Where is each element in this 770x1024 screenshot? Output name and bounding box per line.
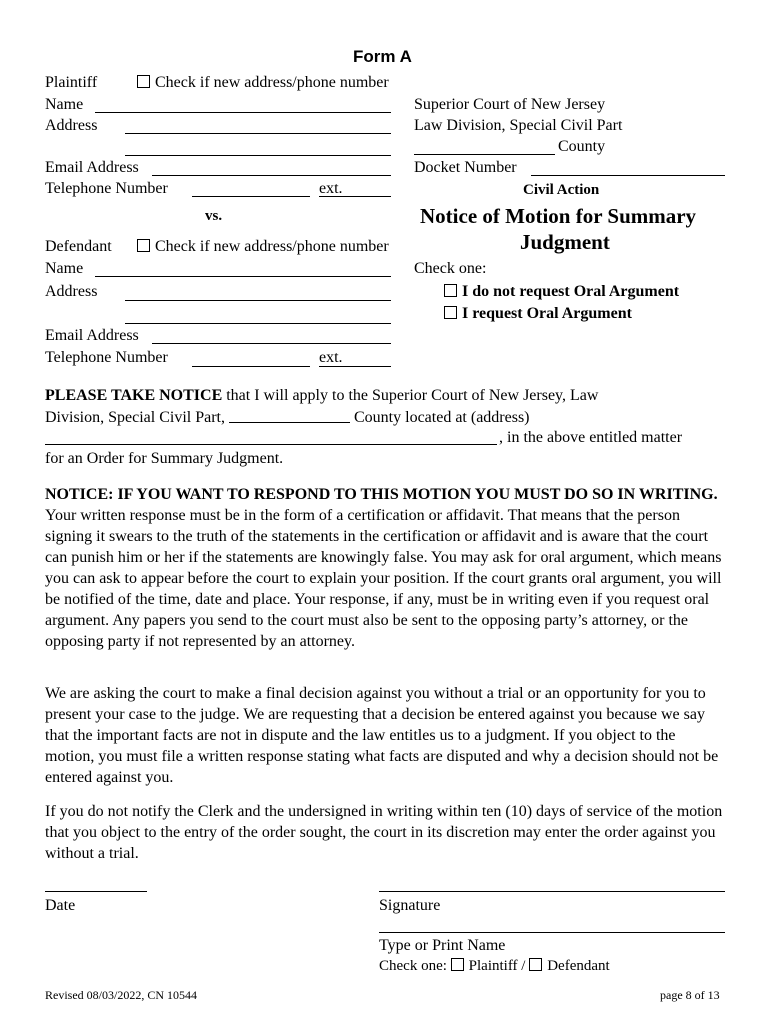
date-label: Date <box>45 897 76 914</box>
civil-action-label: Civil Action <box>523 182 600 198</box>
docket-number-field[interactable] <box>531 175 725 176</box>
defendant-new-address-option[interactable] <box>137 238 389 256</box>
notice-line-2-a: Division, Special Civil Part, <box>45 409 229 426</box>
plaintiff-new-address-option[interactable] <box>137 74 389 92</box>
signer-defendant-checkbox[interactable] <box>529 958 542 971</box>
plaintiff-name-label: Name <box>45 96 84 113</box>
oral-argument-checkbox[interactable] <box>444 306 457 319</box>
defendant-email-field[interactable] <box>152 343 391 344</box>
printed-name-label: Type or Print Name <box>379 937 506 954</box>
no-oral-argument-checkbox[interactable] <box>444 284 457 297</box>
revision-note: Revised 08/03/2022, CN 10544 <box>45 988 197 1002</box>
oral-argument-option[interactable] <box>444 305 632 323</box>
signer-plaintiff-label: Plaintiff <box>468 958 518 974</box>
defendant-heading: Defendant <box>45 238 112 255</box>
defendant-address-field-2[interactable] <box>125 323 391 324</box>
docket-label: Docket Number <box>414 159 517 176</box>
plaintiff-phone-field[interactable] <box>192 196 310 197</box>
court-name: Superior Court of New Jersey <box>414 96 606 113</box>
objection-deadline-paragraph: If you do not notify the Clerk and the undersigned in writing within ten (10) days of service of the motion that you object to the entry of the order sought, the court in its discretion may enter the order against you without a trial. <box>45 803 723 862</box>
oral-argument-label: I request Oral Argument <box>462 305 632 322</box>
plaintiff-address-field-1[interactable] <box>125 133 391 134</box>
notice-line-1 <box>45 387 598 405</box>
signer-role-choice <box>379 958 610 975</box>
notice-line-2 <box>45 408 530 427</box>
defendant-ext-field[interactable] <box>319 366 391 367</box>
versus-label: vs. <box>205 208 223 224</box>
signature-field[interactable] <box>379 891 725 892</box>
defendant-address-label: Address <box>45 283 98 300</box>
final-decision-paragraph: We are asking the court to make a final decision against you without a trial or an opportunity for you to present your case to the judge. We are requesting that a decision be entered against you because we say that the important facts are not in dispute and the law entitles us to a judgment. If you object to the motion, you must file a written response stating what facts are disputed and why a decision should not be entered against you. <box>45 685 719 786</box>
plaintiff-ext-field[interactable] <box>319 196 391 197</box>
notice-line-3: , in the above entitled matter <box>499 429 683 446</box>
defendant-address-field-1[interactable] <box>125 300 391 301</box>
defendant-phone-label: Telephone Number <box>45 349 168 366</box>
signer-role-separator: / <box>521 958 526 974</box>
no-oral-argument-option[interactable] <box>444 283 679 301</box>
notice-lead: PLEASE TAKE NOTICE <box>45 387 223 404</box>
page-number: page 8 of 13 <box>660 988 720 1002</box>
defendant-name-label: Name <box>45 260 84 277</box>
plaintiff-new-address-label: Check if new address/phone number <box>155 74 389 91</box>
notice-line-1-text: that I will apply to the Superior Court of New Jersey, Law <box>222 387 599 404</box>
plaintiff-heading: Plaintiff <box>45 74 98 91</box>
notice-county-field[interactable] <box>229 408 350 423</box>
defendant-phone-field[interactable] <box>192 366 310 367</box>
notice-title-line-2: Judgment <box>520 230 610 254</box>
response-notice-paragraph <box>45 484 725 652</box>
plaintiff-name-field[interactable] <box>95 112 391 113</box>
plaintiff-address-label: Address <box>45 117 98 134</box>
date-field[interactable] <box>45 891 147 892</box>
court-division: Law Division, Special Civil Part <box>414 117 623 134</box>
response-notice-lead: NOTICE: IF YOU WANT TO RESPOND TO THIS MOTION YOU MUST DO SO IN WRITING. <box>45 486 718 503</box>
county-label: County <box>558 138 606 155</box>
plaintiff-address-field-2[interactable] <box>125 155 391 156</box>
defendant-new-address-label: Check if new address/phone number <box>155 238 389 255</box>
form-title: Form A <box>353 47 412 66</box>
notice-title-line-1: Notice of Motion for Summary <box>420 204 697 228</box>
plaintiff-phone-label: Telephone Number <box>45 180 168 197</box>
plaintiff-email-field[interactable] <box>152 175 391 176</box>
signer-defendant-label: Defendant <box>547 958 610 974</box>
oral-argument-check-one: Check one: <box>414 260 487 277</box>
no-oral-argument-label: I do not request Oral Argument <box>462 283 680 300</box>
signature-label: Signature <box>379 897 441 914</box>
plaintiff-new-address-checkbox[interactable] <box>137 75 150 88</box>
signer-role-check-one: Check one: <box>379 958 447 974</box>
county-field[interactable] <box>414 154 555 155</box>
plaintiff-ext-label: ext. <box>319 180 343 197</box>
notice-address-field[interactable] <box>45 444 497 445</box>
response-notice-body: Your written response must be in the form of a certification or affidavit. That means that the person signing it swears to the truth of the statements in the certification or affidavit and is aware that the court can punish him or her if the statements are knowingly false. You may ask for oral argument, which means you can ask to appear before the court to explain your position. If the court grants oral argument, you will be notified of the time, date and place. Your response, if any, must be in writing even if you request oral argument. Any papers you send to the court must also be sent to the opposing party’s attorney, or the opposing party if not represented by an attorney. <box>45 507 722 650</box>
notice-line-4: for an Order for Summary Judgment. <box>45 450 284 467</box>
defendant-email-label: Email Address <box>45 327 139 344</box>
plaintiff-email-label: Email Address <box>45 159 139 176</box>
defendant-new-address-checkbox[interactable] <box>137 239 150 252</box>
defendant-ext-label: ext. <box>319 349 343 366</box>
notice-line-2-b: County located at (address) <box>350 409 530 426</box>
defendant-name-field[interactable] <box>95 276 391 277</box>
signer-plaintiff-checkbox[interactable] <box>451 958 464 971</box>
printed-name-field[interactable] <box>379 932 725 933</box>
